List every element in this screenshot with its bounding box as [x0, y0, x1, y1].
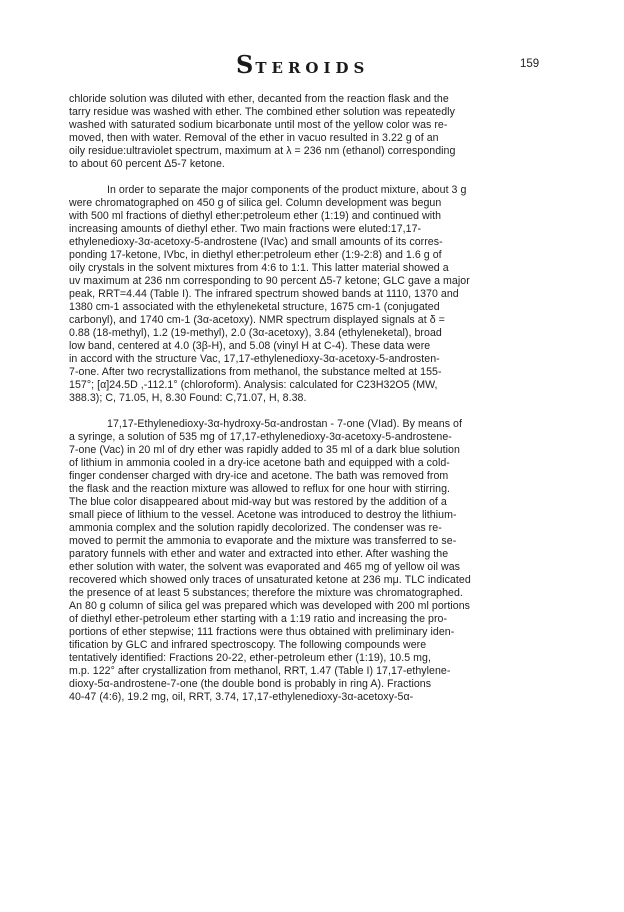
text-line: tentatively identified: Fractions 20-22, ether-petroleum ether (1:19), 10.5 mg, [69, 652, 431, 664]
text-line: of lithium in ammonia cooled in a dry-ice acetone bath and equipped with a cold- [69, 457, 450, 469]
text-line: washed with saturated sodium bicarbonate until most of the yellow color was re- [69, 119, 448, 131]
paragraph-gap [69, 405, 569, 418]
body-text [69, 93, 569, 704]
text-line: finger condenser charged with dry-ice and acetone. The bath was removed from [69, 470, 449, 482]
text-line: oily residue:ultraviolet spectrum, maximum at λ = 236 nm (ethanol) corresponding [69, 145, 456, 157]
journal-title [236, 50, 369, 79]
journal-title-initial: S [236, 50, 256, 79]
text-line: 17,17-Ethylenedioxy-3α-hydroxy-5α-androstan - 7-one (VIad). By means of [107, 418, 462, 430]
text-line: ether solution with water, the solvent was evaporated and 465 mg of yellow oil was [69, 561, 460, 573]
text-line: tification by GLC and infrared spectroscopy. The following compounds were [69, 639, 427, 651]
text-line: oily crystals in the solvent mixtures from 4:6 to 1:1. This latter material showed a [69, 262, 449, 274]
text-line: In order to separate the major components of the product mixture, about 3 g [107, 184, 467, 196]
text-line: carbonyl), and 1740 cm-1 (3α-acetoxy). NMR spectrum displayed signals at δ = [69, 314, 445, 326]
text-line: the flask and the reaction mixture was allowed to reflux for one hour with stirring. [69, 483, 451, 495]
text-line: tarry residue was washed with ether. The combined ether solution was repeatedly [69, 106, 455, 118]
text-line: 0.88 (18-methyl), 1.2 (19-methyl), 2.0 (3α-acetoxy), 3.84 (ethyleneketal), broad [69, 327, 442, 339]
paragraph-2 [69, 184, 569, 405]
text-line: increasing amounts of diethyl ether. Two main fractions were eluted:17,17- [69, 223, 422, 235]
text-line: a syringe, a solution of 535 mg of 17,17-ethylenedioxy-3α-acetoxy-5-androstene- [69, 431, 452, 443]
paragraph-gap [69, 171, 569, 184]
running-header [0, 50, 624, 78]
page-number: 159 [520, 58, 540, 70]
text-line: 7-one (Vac) in 20 ml of dry ether was rapidly added to 35 ml of a dark blue solution [69, 444, 460, 456]
text-line: ammonia complex and the solution rapidly decolorized. The condenser was re- [69, 522, 442, 534]
text-line: m.p. 122° after crystallization from methanol, RRT, 1.47 (Table I) 17,17-ethylene- [69, 665, 451, 677]
text-line: uv maximum at 236 nm corresponding to 90 percent Δ5-7 ketone; GLC gave a major [69, 275, 470, 287]
text-line: moved, then with water. Removal of the ether in vacuo resulted in 3.22 g of an [69, 132, 439, 144]
text-line: portions of ether stepwise; 111 fractions were thus obtained with preliminary iden- [69, 626, 455, 638]
text-line: moved to permit the ammonia to evaporate and the mixture was transferred to se- [69, 535, 457, 547]
paragraph-3 [69, 418, 569, 704]
text-line: An 80 g column of silica gel was prepared which was developed with 200 ml portions [69, 600, 470, 612]
text-line: dioxy-5α-androstene-7-one (the double bond is probably in ring A). Fractions [69, 678, 432, 690]
text-line: were chromatographed on 450 g of silica gel. Column development was begun [69, 197, 442, 209]
text-line: of diethyl ether-petroleum ether starting with a 1:19 ratio and increasing the pro- [69, 613, 448, 625]
text-line: ponding 17-ketone, IVbc, in diethyl ether:petroleum ether (1:9-2:8) and 1.6 g of [69, 249, 442, 261]
text-line: 157°; [α]24.5D ,-112.1° (chloroform). Analysis: calculated for C23H32O5 (MW, [69, 379, 438, 391]
text-line: chloride solution was diluted with ether, decanted from the reaction flask and the [69, 93, 449, 105]
text-line: the presence of at least 5 substances; therefore the mixture was chromatographed. [69, 587, 463, 599]
text-line: small piece of lithium to the vessel. Acetone was introduced to destroy the lithium- [69, 509, 457, 521]
text-line: with 500 ml fractions of diethyl ether:petroleum ether (1:19) and continued with [69, 210, 442, 222]
text-line: paratory funnels with ether and water and extracted into ether. After washing the [69, 548, 449, 560]
text-line: The blue color disappeared about mid-way but was restored by the addition of a [69, 496, 447, 508]
text-line: 7-one. After two recrystallizations from methanol, the substance melted at 155- [69, 366, 442, 378]
text-line: low band, centered at 4.0 (3β-H), and 5.08 (vinyl H at C-4). These data were [69, 340, 431, 352]
text-line: ethylenedioxy-3α-acetoxy-5-androstene (IVac) and small amounts of its corres- [69, 236, 443, 248]
paragraph-1 [69, 93, 569, 171]
text-line: to about 60 percent Δ5-7 ketone. [69, 158, 225, 170]
text-line: peak, RRT=4.44 (Table I). The infrared spectrum showed bands at 1110, 1370 and [69, 288, 459, 300]
text-line: 1380 cm-1 associated with the ethyleneketal structure, 1675 cm-1 (conjugated [69, 301, 440, 313]
text-line: 40-47 (4:6), 19.2 mg, oil, RRT, 3.74, 17,17-ethylenedioxy-3α-acetoxy-5α- [69, 691, 414, 703]
text-line: in accord with the structure Vac, 17,17-ethylenedioxy-3α-acetoxy-5-androsten- [69, 353, 440, 365]
text-line: 388.3); C, 71.05, H, 8.30 Found: C,71.07, H, 8.38. [69, 392, 307, 404]
text-line: recovered which showed only traces of unsaturated ketone at 236 mμ. TLC indicated [69, 574, 471, 586]
journal-title-rest: TEROIDS [255, 59, 370, 77]
